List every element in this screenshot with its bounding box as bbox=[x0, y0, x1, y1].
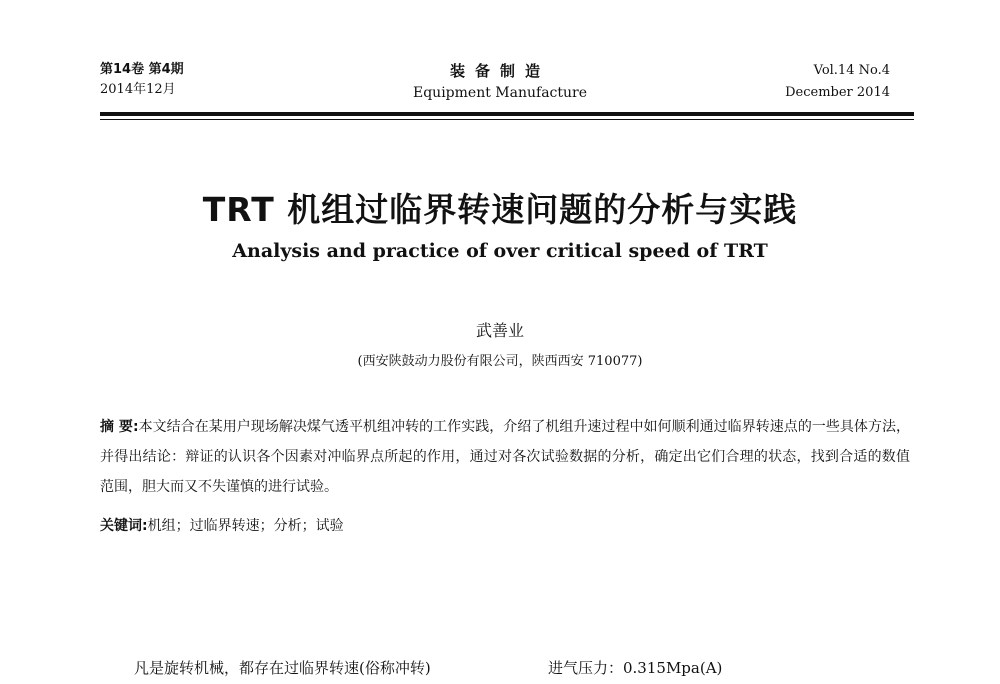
journal-name-en: Equipment Manufacture bbox=[413, 85, 587, 101]
journal-name-cn: 装备制造 bbox=[449, 62, 550, 80]
author-name: 武善业 bbox=[475, 321, 524, 340]
body-text-right-column: 进气压力：0.315Mpa(A) bbox=[548, 659, 723, 677]
issue-date-cn: 2014年12月 bbox=[100, 82, 176, 97]
keywords bbox=[100, 514, 344, 538]
issue-date-en: December 2014 bbox=[785, 85, 890, 100]
abstract-label: 摘 要: bbox=[100, 419, 139, 435]
body-text-left-column: 凡是旋转机械，都存在过临界转速(俗称冲转) bbox=[134, 659, 431, 677]
journal-volume-header-en bbox=[760, 60, 890, 104]
volume-issue-cn: 第14卷 第4期 bbox=[100, 62, 184, 77]
article-title-cn: TRT 机组过临界转速问题的分析与实践 bbox=[202, 190, 798, 229]
journal-volume-header bbox=[100, 60, 184, 100]
abstract bbox=[100, 412, 910, 502]
header-rule-thin bbox=[100, 119, 914, 120]
abstract-text: 本文结合在某用户现场解决煤气透平机组冲转的工作实践，介绍了机组升速过程中如何顺利通过临界转速点的一些具体方法，并得出结论：辩证的认识各个因素对冲临界点所起的作用，通过对各次试验数据的分析，确定出它们合理的状态，找到合适的数值范围，胆大而又不失谨慎的进行试验。 bbox=[100, 419, 910, 495]
author-affiliation: (西安陕鼓动力股份有限公司，陕西西安 710077) bbox=[357, 354, 643, 369]
keywords-text: 机组；过临界转速；分析；试验 bbox=[147, 518, 344, 534]
journal-name-header bbox=[380, 60, 620, 104]
header-rule-thick bbox=[100, 112, 914, 116]
keywords-label: 关键词: bbox=[100, 518, 148, 534]
article-title-en: Analysis and practice of over critical speed of TRT bbox=[232, 240, 768, 262]
volume-issue-en: Vol.14 No.4 bbox=[813, 63, 890, 78]
